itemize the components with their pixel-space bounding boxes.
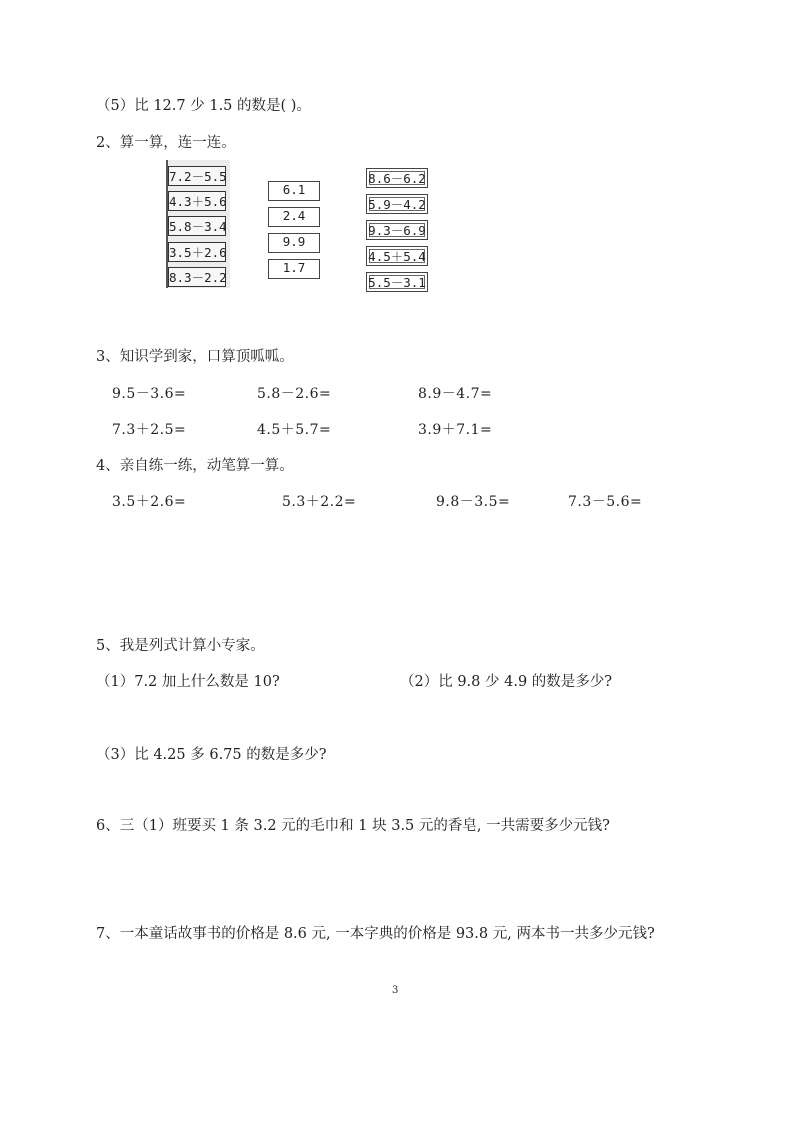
q3-item-1: 9.5－3.6=	[112, 386, 187, 402]
question-5-1: （1）7.2 加上什么数是 10?	[96, 674, 280, 690]
right-expression-1: 8.6－6.2	[366, 168, 428, 188]
q4-item-2: 5.3＋2.2=	[282, 494, 357, 510]
left-expression-3: 5.8－3.4	[168, 216, 226, 236]
question-5-3: （3）比 4.25 多 6.75 的数是多少?	[96, 747, 327, 763]
question-7: 7、一本童话故事书的价格是 8.6 元, 一本字典的价格是 93.8 元, 两本书一共多少元钱?	[96, 926, 655, 942]
left-expression-1: 7.2－5.5	[168, 166, 226, 186]
q3-item-6: 3.9＋7.1=	[418, 422, 493, 438]
q3-item-3: 8.9－4.7=	[418, 386, 493, 402]
right-expression-2: 5.9－4.2	[366, 194, 428, 214]
page-number: 3	[392, 985, 399, 996]
middle-answer-2: 2.4	[268, 207, 320, 227]
question-5-2: （2）比 9.8 少 4.9 的数是多少?	[400, 674, 613, 690]
q4-item-1: 3.5＋2.6=	[112, 494, 187, 510]
middle-answer-1: 6.1	[268, 181, 320, 201]
question-5-title: 5、我是列式计算小专家。	[96, 638, 265, 654]
right-expression-5: 5.5－3.1	[366, 272, 428, 292]
q4-item-3: 9.8－3.5=	[436, 494, 511, 510]
middle-answer-3: 9.9	[268, 233, 320, 253]
left-expression-2: 4.3＋5.6	[168, 191, 226, 211]
middle-answer-4: 1.7	[268, 259, 320, 279]
q4-item-4: 7.3－5.6=	[568, 494, 643, 510]
right-expression-4: 4.5＋5.4	[366, 246, 428, 266]
question-6: 6、三（1）班要买 1 条 3.2 元的毛巾和 1 块 3.5 元的香皂, 一共需要多少元钱?	[96, 818, 610, 834]
q3-item-5: 4.5＋5.7=	[257, 422, 332, 438]
right-expression-3: 9.3－6.9	[366, 220, 428, 240]
q3-item-2: 5.8－2.6=	[257, 386, 332, 402]
q3-item-4: 7.3＋2.5=	[112, 422, 187, 438]
question-2-title: 2、算一算，连一连。	[96, 135, 236, 151]
left-expression-5: 8.3－2.2	[168, 267, 226, 287]
question-3-title: 3、知识学到家，口算顶呱呱。	[96, 349, 294, 365]
question-4-title: 4、亲自练一练，动笔算一算。	[96, 458, 294, 474]
left-expression-4: 3.5＋2.6	[168, 242, 226, 262]
question-1-5: （5）比 12.7 少 1.5 的数是( )。	[96, 98, 311, 114]
